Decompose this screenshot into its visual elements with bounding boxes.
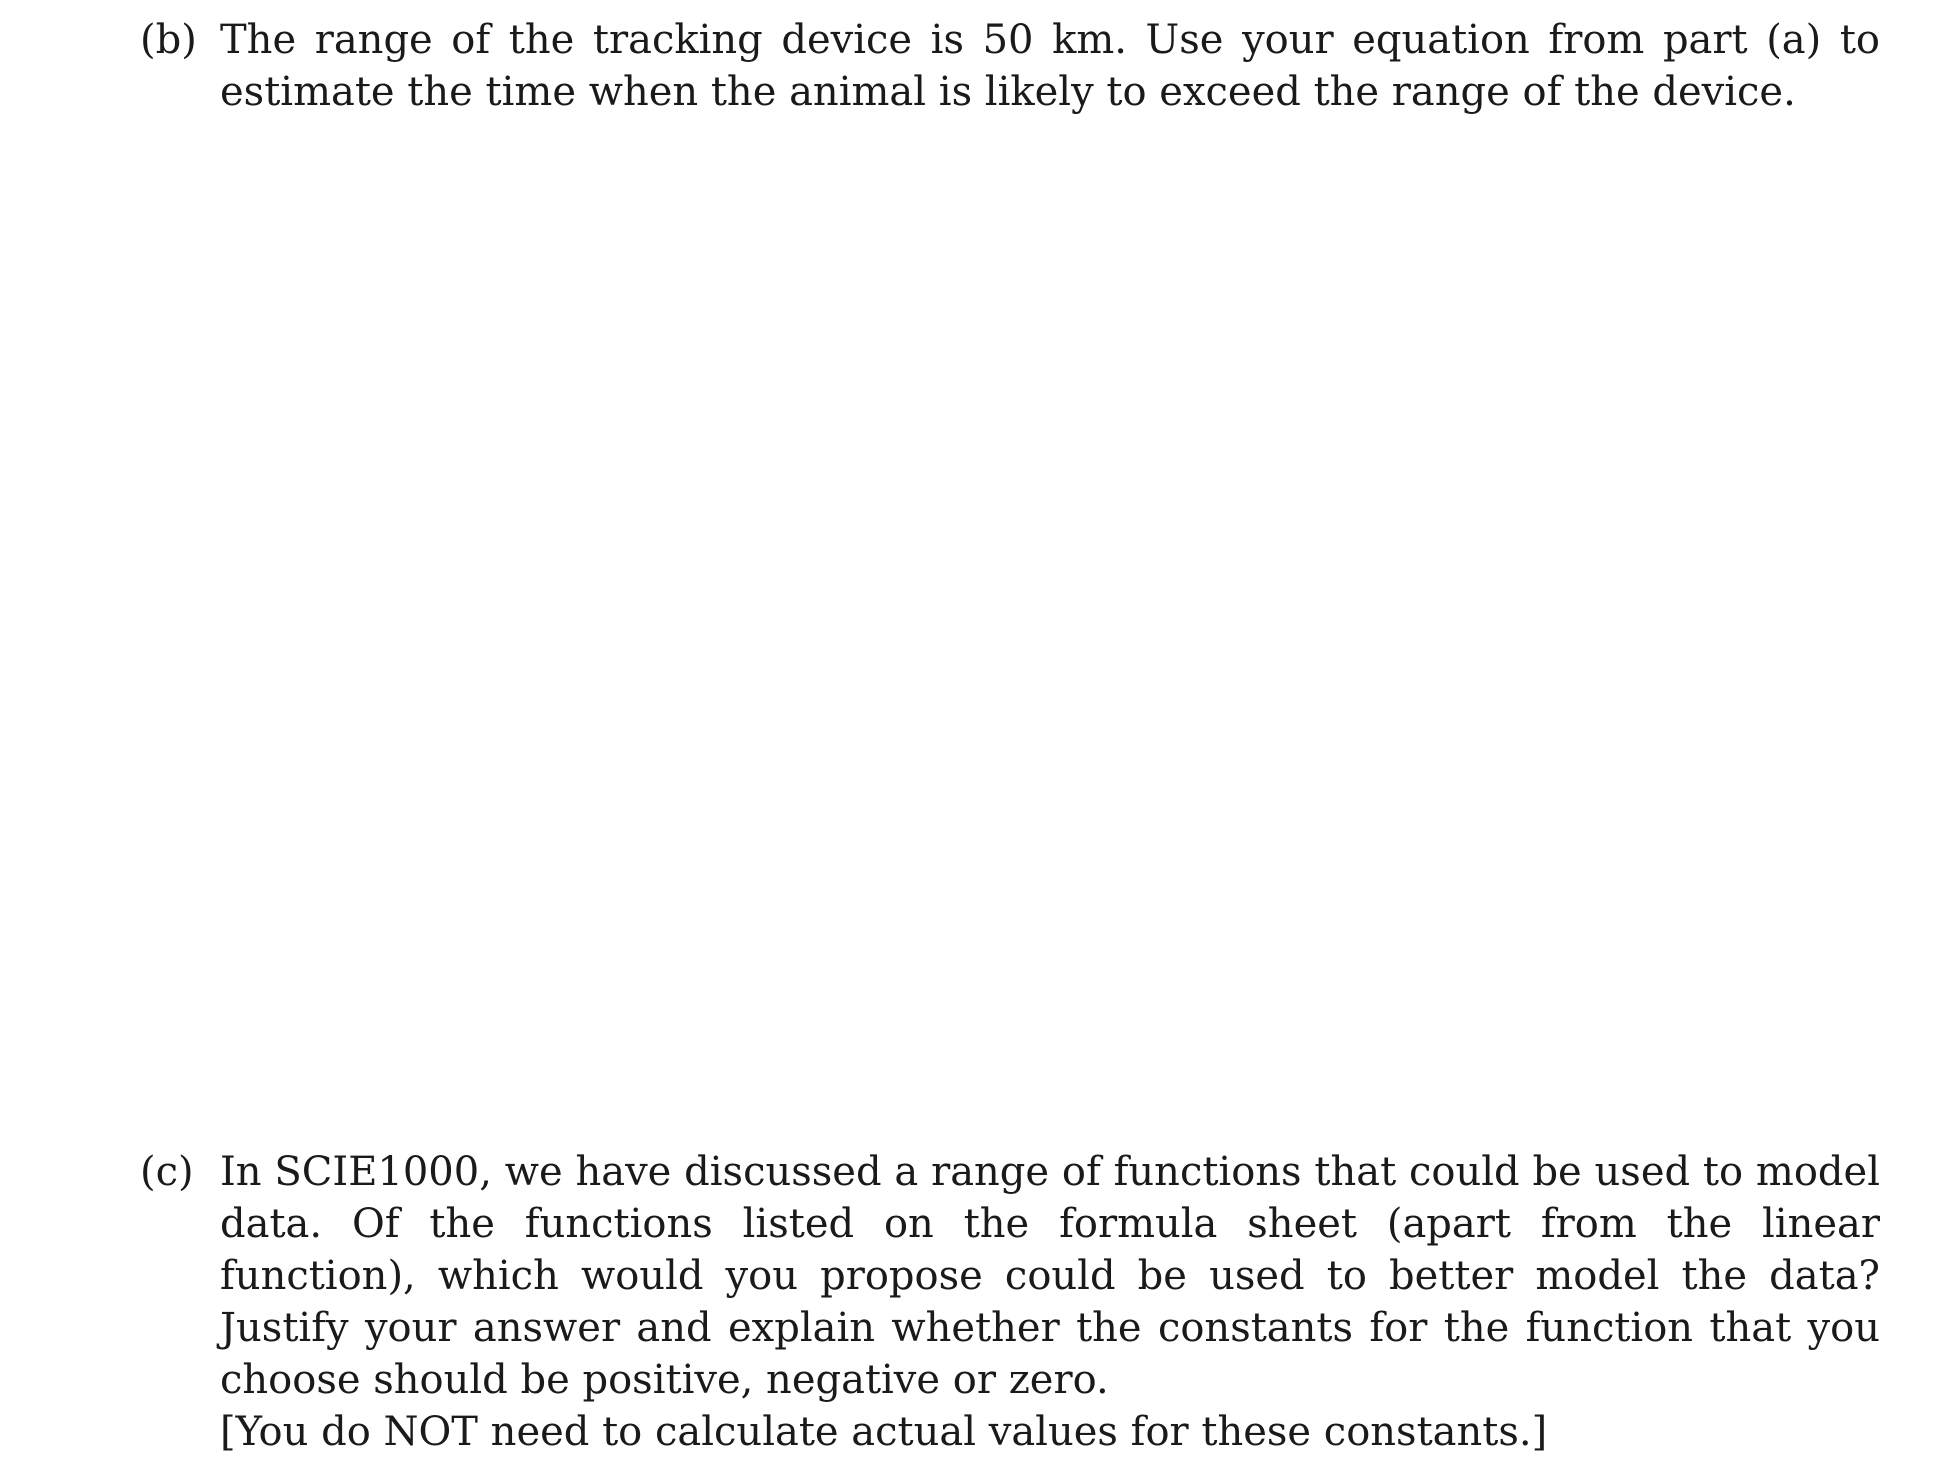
question-c: [140, 1146, 1880, 1458]
question-text: [220, 14, 1880, 118]
question-text: [220, 1146, 1880, 1458]
question-c-text: In SCIE1000, we have discussed a range of functions that could be used to model data. Of the functions listed on the formula sheet (apart from the linear function), which would you propose could be used to better model the data? Justify your answer and explain whether the constants for the function that you choose should be positive, negative or zero.: [220, 1149, 1880, 1403]
question-b-text: The range of the tracking device is 50 km. Use your equation from part (a) to estimate the time when the animal is likely to exceed the range of the device.: [220, 17, 1880, 115]
answer-space: [140, 130, 1880, 1120]
question-label: (b): [140, 17, 197, 63]
question-label: (c): [140, 1149, 194, 1195]
question-c-note: [You do NOT need to calculate actual values for these constants.]: [220, 1409, 1548, 1455]
question-b: [140, 14, 1880, 118]
